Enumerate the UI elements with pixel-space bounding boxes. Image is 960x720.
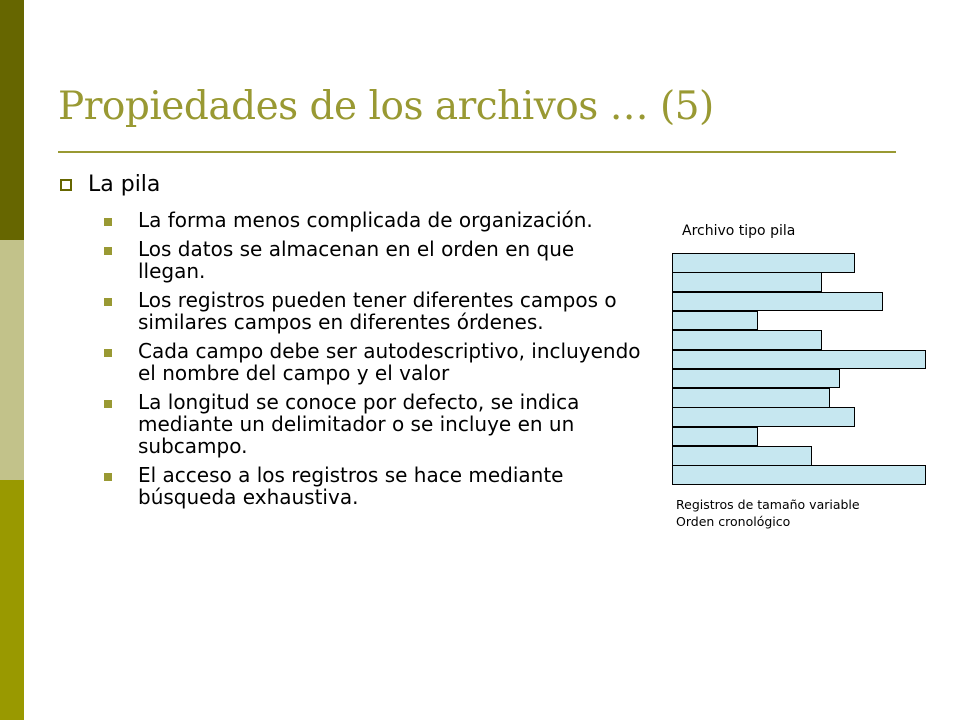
record-bar [672, 369, 840, 389]
hollow-square-bullet-icon [60, 179, 72, 191]
record-bar [672, 350, 926, 370]
record-bar [672, 446, 812, 466]
pile-file-diagram [670, 220, 932, 540]
bullet-text: Los registros pueden tener diferentes campos o similares campos en diferentes órdenes. [138, 288, 617, 334]
bullet-text: Los datos se almacenan en el orden en que llegan. [138, 237, 575, 283]
square-bullet-icon [104, 349, 112, 357]
bullet-text: Cada campo debe ser autodescriptivo, incluyendo el nombre del campo y el valor [138, 339, 641, 385]
bullet-text: La forma menos complicada de organización. [138, 208, 593, 232]
square-bullet-icon [104, 218, 112, 226]
sidebar-segment-middle [0, 240, 24, 480]
bullet-item [104, 340, 644, 384]
record-bar [672, 388, 830, 408]
bullet-text: El acceso a los registros se hace mediante búsqueda exhaustiva. [138, 463, 564, 509]
square-bullet-icon [104, 298, 112, 306]
bullet-item [104, 464, 644, 508]
record-bar [672, 407, 855, 427]
record-bar [672, 292, 883, 312]
sidebar-band [0, 0, 24, 720]
sidebar-segment-bottom [0, 480, 24, 720]
bullet-item [104, 289, 644, 333]
caption-line: Registros de tamaño variable [676, 497, 860, 512]
square-bullet-icon [104, 247, 112, 255]
record-bar [672, 330, 822, 350]
diagram-title: Archivo tipo pila [682, 223, 796, 239]
record-bar [672, 272, 822, 292]
bullet-item [104, 391, 644, 457]
caption-line: Orden cronológico [676, 514, 791, 529]
bullet-list [104, 209, 644, 515]
title-underline [58, 151, 896, 153]
slide-title: Propiedades de los archivos … (5) [58, 84, 714, 129]
record-bar [672, 253, 855, 273]
square-bullet-icon [104, 400, 112, 408]
record-bar [672, 465, 926, 485]
bullet-item [104, 238, 644, 282]
sidebar-segment-top [0, 0, 24, 240]
bullet-item [104, 209, 644, 231]
record-bar [672, 311, 758, 331]
section-label: La pila [88, 172, 161, 197]
record-bar [672, 427, 758, 447]
record-stack [670, 253, 932, 485]
diagram-caption [676, 496, 860, 530]
bullet-text: La longitud se conoce por defecto, se indica mediante un delimitador o se incluye en un subcampo. [138, 390, 580, 458]
square-bullet-icon [104, 473, 112, 481]
section-heading [60, 172, 160, 197]
